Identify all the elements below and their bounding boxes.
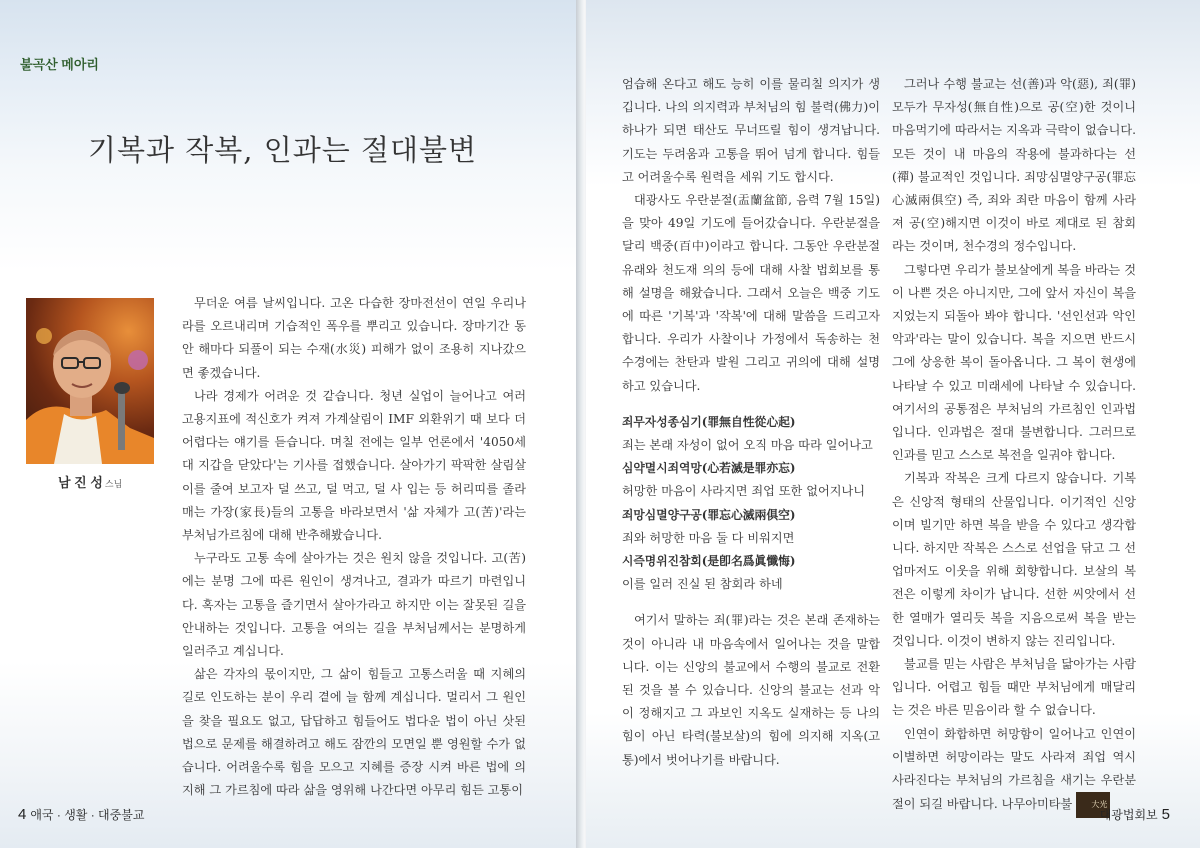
paragraph: 엄습해 온다고 해도 능히 이를 물리칠 의지가 생깁니다. 나의 의지력과 부처님의 힘 불력(佛力)이 하나가 되면 태산도 무너뜨릴 힘이 생겨납니다. 기도는 두려움과 고통을 뛰어 넘게 합니다. 힘들고 어려울수록 원력을 세워 기도 합시다. [622, 77, 880, 184]
left-page [0, 0, 582, 848]
author-honorific: 스님 [104, 479, 123, 489]
verse-title: 시즉명위진참회(是卽名爲眞懺悔) [622, 554, 796, 569]
page-number: 5 [1161, 806, 1170, 823]
end-mark-logo: 大光 [1076, 792, 1110, 817]
body-column-right [892, 73, 1136, 818]
verse-title: 심약멸시죄역망(心若滅是罪亦忘) [622, 461, 796, 476]
author-name: 남 진 성 [58, 475, 103, 490]
article-title: 기복과 작복, 인과는 절대불변 [88, 133, 478, 167]
paragraph: 그러나 수행 불교는 선(善)과 악(惡), 죄(罪) 모두가 무자성(無自性)으로 공(空)한 것이니 마음먹기에 따라서는 지옥과 극락이 없습니다. 모든 것이 내 마음의 작용에 불과하다는 선(禪) 불교적인 것입니다. 죄망심멸양구공(罪忘心滅兩俱空) 즉, 죄와 죄란 마음이 함께 사라져 공(空)해지면 이것이 바로 제대로 된 참회라는 것이며, 천수경의 정수입니다. [892, 77, 1136, 254]
author-photo [26, 298, 154, 464]
sutra-verses [622, 411, 880, 597]
author-caption [58, 472, 122, 491]
paragraph: 기복과 작복은 크게 다르지 않습니다. 기복은 신앙적 형태의 산물입니다. 이기적인 신앙이며 빌기만 하면 복을 받을 수 있다고 생각합니다. 하지만 작복은 스스로 선업을 닦고 그 선업마저도 이웃을 위해 회향합니다. 보살의 복전은 이렇게 차이가 납니다. 선한 씨앗에서 선한 열매가 열리듯 복을 지음으로써 복을 받는 것입니다. 이것이 변하지 않는 진리입니다. [892, 471, 1136, 648]
monk-portrait-image [26, 298, 154, 464]
closing-text: 인연이 화합하면 허망함이 일어나고 인연이 이별하면 허망이라는 말도 사라져 죄업 역시 사라진다는 부처님의 가르침을 새기는 우란분절이 되길 바랍니다. 나무아미타불 [892, 726, 1136, 812]
verse-title: 죄무자성종심기(罪無自性從心起) [622, 414, 796, 429]
paragraph: 삶은 각자의 몫이지만, 그 삶이 힘들고 고통스러울 때 지혜의 길로 인도하는 분이 우리 곁에 늘 함께 계십니다. 멀리서 그 원인을 찾을 필요도 없고, 답답하고 힘들어도 법다운 법이 아닌 삿된 법으로 문제를 해결하려고 해도 잠깐의 모면일 뿐 영원할 수가 없습니다. 어려울수록 힘을 모으고 지혜를 증장 시켜 바른 법에 의지해 그 가르침에 따라 삶을 영위해 나간다면 아무리 힘든 고통이 [182, 667, 526, 798]
verse-line: 이를 일러 진실 된 참회라 하네 [622, 577, 783, 592]
paragraph: 여기서 말하는 죄(罪)라는 것은 본래 존재하는 것이 아니라 내 마음속에서 일어나는 것을 말합니다. 이는 신앙의 불교에서 수행의 불교로 전환 된 것을 볼 수 있습니다. 신앙의 불교는 선과 악이 정해지고 그 과보인 지옥도 실재하는 등 나의 힘이 아닌 타력(불보살)의 힘에 의지해 지옥(고통)에서 벗어나기를 바랍니다. [622, 613, 880, 767]
paragraph [892, 723, 1136, 818]
verse-title: 죄망심멸양구공(罪忘心滅兩俱空) [622, 507, 796, 522]
left-footer [14, 806, 144, 823]
section-label: 불곡산 메아리 [20, 57, 99, 72]
paragraph: 무더운 여름 날씨입니다. 고온 다습한 장마전선이 연일 우리나라를 오르내리며 기습적인 폭우를 뿌리고 있습니다. 장마기간 동안 해마다 되풀이 되는 수재(水災) 피해가 없이 조용히 지나갔으면 좋겠습니다. [182, 296, 526, 380]
paragraph: 대광사도 우란분절(盂蘭盆節, 음력 7월 15일)을 맞아 49일 기도에 들어갔습니다. 우란분절을 달리 백중(百中)이라고 합니다. 그동안 우란분절 유래와 천도재 의의 등에 대해 사찰 법회보를 통해 설명을 해왔습니다. 그래서 오늘은 백중 기도에 따른 '기복'과 '작복'에 대해 말씀을 드리고자 합니다. 우리가 사찰이나 가정에서 독송하는 천수경에는 찬탄과 발원 그리고 귀의에 대해 설명하고 있습니다. [622, 193, 880, 393]
body-column-middle [622, 73, 880, 772]
right-footer [1100, 806, 1174, 823]
footer-text: 대광법회보 [1099, 808, 1158, 822]
paragraph: 나라 경제가 어려운 것 같습니다. 청년 실업이 늘어나고 여러 고용지표에 적신호가 켜져 가계살림이 IMF 외환위기 때 보다 더 어렵다는 얘기를 듣습니다. 며칠 전에는 일부 언론에서 '4050세대 지갑을 닫았다'는 기사를 접했습니다. 살아가기 팍팍한 살림살이를 줄여 보고자 덜 쓰고, 덜 먹고, 덜 사 입는 등 허리띠를 졸라매는 가장(家長)들의 고통을 바라보면서 '삶 자체가 고(苦)'라는 부처님가르침에 대해 반추해봤습니다. [182, 388, 526, 543]
verse-line: 죄와 허망한 마음 둘 다 비워지면 [622, 530, 795, 545]
right-page [586, 0, 1200, 848]
verse-line: 허망한 마음이 사라지면 죄업 또한 없어지나니 [622, 484, 866, 499]
footer-text: 애국 · 생활 · 대중불교 [30, 808, 145, 822]
page-number: 4 [18, 806, 27, 823]
body-column-left [182, 292, 526, 802]
paragraph: 그렇다면 우리가 불보살에게 복을 바라는 것이 나쁜 것은 아니지만, 그에 앞서 자신이 복을 지었는지 되돌아 봐야 합니다. '선인선과 악인악과'라는 말이 있습니다. 복을 지으면 반드시 그에 상응한 복이 돌아옵니다. 그 복이 현생에 나타날 수 있고 미래세에 나타날 수 있습니다. 여기서의 공통점은 부처님의 가르침인 인과법입니다. 인과법은 절대 불변합니다. 그러므로 인과를 믿고 스스로 복전을 일궈야 합니다. [892, 262, 1136, 463]
verse-line: 죄는 본래 자성이 없어 오직 마음 따라 일어나고 [622, 438, 873, 453]
paragraph: 누구라도 고통 속에 살아가는 것은 원치 않을 것입니다. 고(苦)에는 분명 그에 따른 원인이 생겨나고, 결과가 따르기 마련입니다. 혹자는 고통을 즐기면서 살아가라고 하지만 이는 잘못된 길을 안내하는 것입니다. 고통을 여의는 길을 부처님께서는 분명하게 일러주고 계십니다. [182, 551, 526, 659]
paragraph: 불교를 믿는 사람은 부처님을 닮아가는 사람입니다. 어렵고 힘들 때만 부처님에게 매달리는 것은 바른 믿음이라 할 수 없습니다. [892, 657, 1136, 718]
